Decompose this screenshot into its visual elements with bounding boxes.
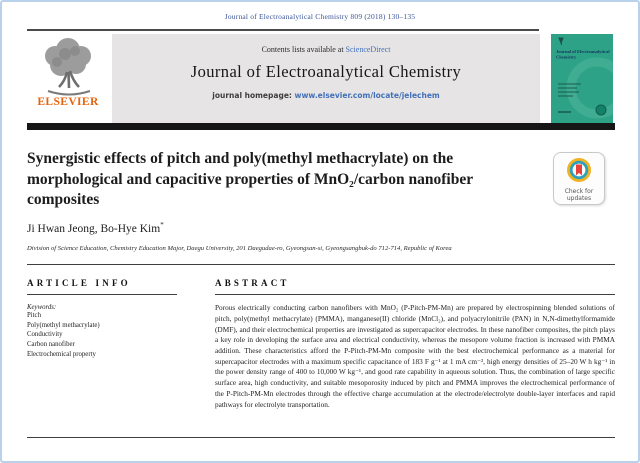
author-line (27, 221, 164, 235)
check-for-updates-badge[interactable] (553, 152, 605, 205)
header-black-bar (27, 123, 615, 130)
section-divider-top (27, 264, 615, 265)
author-names: Ji Hwan Jeong, Bo-Hye Kim (27, 222, 161, 235)
keywords-label: Keywords: (27, 304, 57, 312)
abstract-section (215, 278, 615, 410)
homepage-link[interactable]: www.elsevier.com/locate/jelechem (294, 91, 440, 100)
keyword-item: Carbon nanofiber (27, 340, 75, 348)
article-info-heading: ARTICLE INFO (27, 278, 131, 288)
page-bottom-divider (27, 437, 615, 438)
elsevier-wordmark: ELSEVIER (37, 96, 99, 108)
cover-journal-title: Journal of Electroanalytical Chemistry (556, 50, 610, 60)
contents-line (112, 45, 540, 54)
affiliation: Division of Science Education, Chemistry Education Major, Daegu University, 201 Daegudae-ro, Gyeongsan-si, Gyeongsangbuk-do 712-714, Republic of Korea (27, 245, 452, 252)
sciencedirect-link[interactable]: ScienceDirect (345, 45, 391, 54)
abstract-heading: ABSTRACT (215, 278, 290, 288)
cover-art (551, 34, 613, 123)
journal-cover-thumbnail[interactable] (551, 34, 613, 123)
journal-title: Journal of Electroanalytical Chemistry (190, 62, 462, 81)
contents-label: Contents lists available at (261, 45, 344, 54)
check-for-updates-label: Check for updates (564, 188, 594, 202)
homepage-label: journal homepage: (212, 91, 292, 100)
header-top-divider (27, 29, 539, 31)
keyword-item: Electrochemical property (27, 350, 96, 358)
corresponding-author-mark[interactable]: * (160, 221, 164, 229)
keyword-item: Conductivity (27, 331, 63, 339)
homepage-line (112, 91, 540, 100)
abstract-divider (215, 294, 615, 295)
keyword-item: Pitch (27, 312, 41, 320)
keyword-item: Poly(methyl methacrylate) (27, 321, 100, 329)
article-title: Synergistic effects of pitch and poly(methyl methacrylate) on the morphological and capacitive properties of MnO₂/carbon nanofiber composites (27, 150, 473, 208)
journal-banner (112, 34, 540, 123)
abstract-text: Porous electrically conducting carbon nanofibers with MnO₂ (P-Pitch-PM-Mn) are prepared by electrospinning blended solutions of pitch, poly(methyl methacrylate) (PMMA), manganese(II) chloride (MnCl₂), and polyacrylonitrile (PAN) in N,N-dimethylformamide (DMF), and their electrochemical properties are investigated as supercapacitor electrodes. In these nanofiber composites, the pitch plays a key role in developing the surface area and electrical conductivity, whereas the mesopore volume fraction is increased with PMMA addition. These characteristics afford the P-Pitch-PM-Mn composite with the best electrochemical performance as a material for supercapacitor electrodes with a maximum specific capacitance of 183 F g⁻¹ at 1 mA cm⁻², high energy densities of 25–20 W h kg⁻¹ in the power density range of 400 to 10,000 W kg⁻¹, and good rate capability in aqueous solution. Thus, the combination of large specific surface area, high conductivity, and suitable mesoporosity induced by pitch and PMMA improves the electrochemical performance of the P-Pitch-PM-Mn electrodes through the effective charge accumulation at the electrode/electrolyte double-layer interfaces and rapid pathways for electrolyte transportation. (215, 303, 615, 409)
elsevier-tree-icon (30, 34, 106, 98)
elsevier-logo[interactable] (27, 34, 109, 123)
article-info-divider (27, 294, 177, 295)
article-info-section (27, 278, 199, 359)
crossmark-icon (566, 157, 592, 183)
citation-header: Journal of Electroanalytical Chemistry 809 (2018) 130–135 (224, 12, 416, 21)
